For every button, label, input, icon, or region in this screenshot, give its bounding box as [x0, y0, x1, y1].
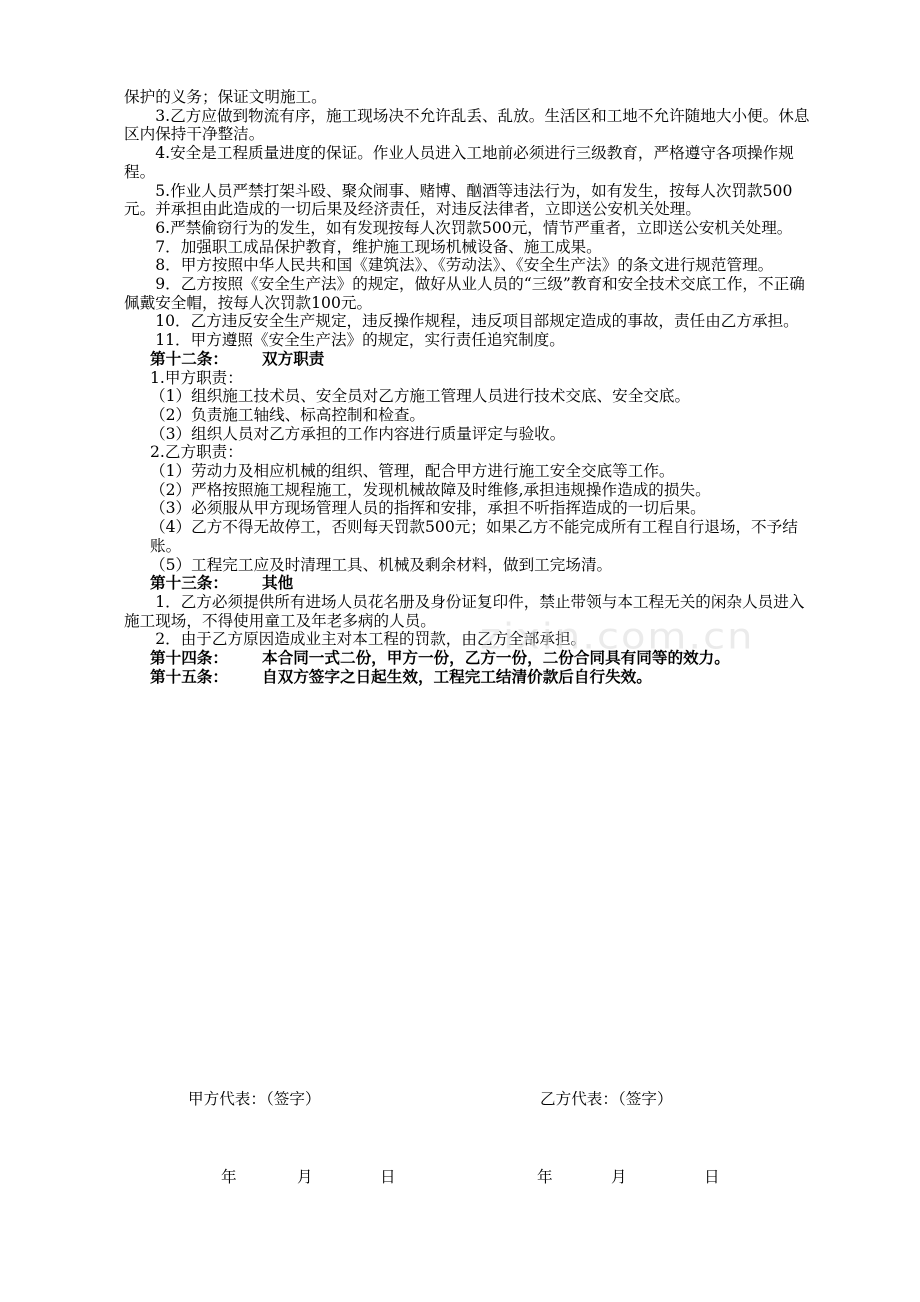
party-a-signature-label: 甲方代表：（签字）	[188, 1090, 321, 1108]
watermark: zixin.com.cn	[480, 616, 755, 658]
duty-line: （4）乙方不得无故停工，否则每天罚款500元；如果乙方不能完成所有工程自行退场，不予结账。	[150, 518, 798, 555]
clause-item: 8．甲方按照中华人民共和国《建筑法》、《劳动法》、《安全生产法》的条文进行规范管理。	[155, 256, 774, 275]
article-title: 本合同一式二份，甲方一份，乙方一份，二份合同具有同等的效力。	[262, 648, 730, 668]
clause-item: 3.乙方应做到物流有序，施工现场决不允许乱丢、乱放。生活区和工地不允许随地大小便。休息区内保持干净整洁。	[124, 106, 810, 144]
party-b-year: 年	[537, 1168, 553, 1186]
clause-item: 11．甲方遵照《安全生产法》的规定，实行责任追究制度。	[155, 331, 565, 350]
duty-line: （3）必须服从甲方现场管理人员的指挥和安排，承担不听指挥造成的一切后果。	[150, 499, 706, 518]
article-heading	[124, 668, 814, 687]
article-number: 第十三条：	[150, 573, 228, 593]
duty-line: （1）劳动力及相应机械的组织、管理，配合甲方进行施工安全交底等工作。	[150, 462, 675, 481]
article-title: 自双方签字之日起生效，工程完工结清价款后自行失效。	[262, 666, 652, 686]
article-number: 第十五条：	[150, 666, 228, 686]
duty-line: 2.乙方职责：	[150, 443, 243, 462]
article-heading	[124, 574, 814, 593]
party-a-month: 月	[297, 1168, 313, 1186]
clause-item: 2．由于乙方原因造成业主对本工程的罚款，由乙方全部承担。	[155, 630, 587, 649]
article-title: 其他	[262, 573, 294, 593]
duty-line: （2）负责施工轴线、标高控制和检查。	[150, 405, 426, 424]
duty-line: 1.甲方职责：	[150, 368, 243, 387]
clause-item: 5.作业人员严禁打架斗殴、聚众闹事、赌博、酗酒等违法行为，如有发生，按每人次罚款500元。并承担由此造成的一切后果及经济责任，对违反法律者，立即送公安机关处理。	[124, 181, 793, 219]
clause-item: 10．乙方违反安全生产规定，违反操作规程，违反项目部规定造成的事故，责任由乙方承担。	[155, 312, 799, 331]
party-a-year: 年	[221, 1168, 237, 1186]
duty-line: （2）严格按照施工规程施工，发现机械故障及时维修,承担违规操作造成的损失。	[150, 480, 711, 499]
duty-line: （1）组织施工技术员、安全员对乙方施工管理人员进行技术交底、安全交底。	[150, 387, 691, 406]
clause-item: 1．乙方必须提供所有进场人员花名册及身份证复印件，禁止带领与本工程无关的闲杂人员进入施工现场，不得使用童工及年老多病的人员。	[124, 592, 805, 630]
duty-line: （3）组织人员对乙方承担的工作内容进行质量评定与验收。	[150, 424, 566, 443]
article-number: 第十四条：	[150, 648, 228, 668]
clause-item: 4.安全是工程质量进度的保证。作业人员进入工地前必须进行三级教育，严格遵守各项操作规程。	[124, 144, 794, 181]
article-title: 双方职责	[262, 348, 325, 368]
party-b-signature-label: 乙方代表：（签字）	[540, 1090, 673, 1108]
contract-body	[124, 88, 814, 687]
continued-text: 保护的义务；保证文明施工。	[124, 88, 327, 106]
party-b-month: 月	[611, 1168, 627, 1186]
article-number: 第十二条：	[150, 348, 228, 368]
clause-item: 7．加强职工成品保护教育，维护施工现场机械设备、施工成果。	[155, 237, 602, 256]
party-a-day: 日	[380, 1168, 396, 1186]
party-b-day: 日	[704, 1168, 720, 1186]
article-heading	[124, 350, 814, 369]
clause-item: 9．乙方按照《安全生产法》的规定，做好从业人员的“三级”教育和安全技术交底工作，不正确佩戴安全帽，按每人次罚款100元。	[124, 275, 805, 312]
clause-item: 6.严禁偷窃行为的发生，如有发现按每人次罚款500元，情节严重者，立即送公安机关处理。	[155, 218, 793, 237]
duty-line: （5）工程完工应及时清理工具、机械及剩余材料，做到工完场清。	[150, 555, 613, 574]
